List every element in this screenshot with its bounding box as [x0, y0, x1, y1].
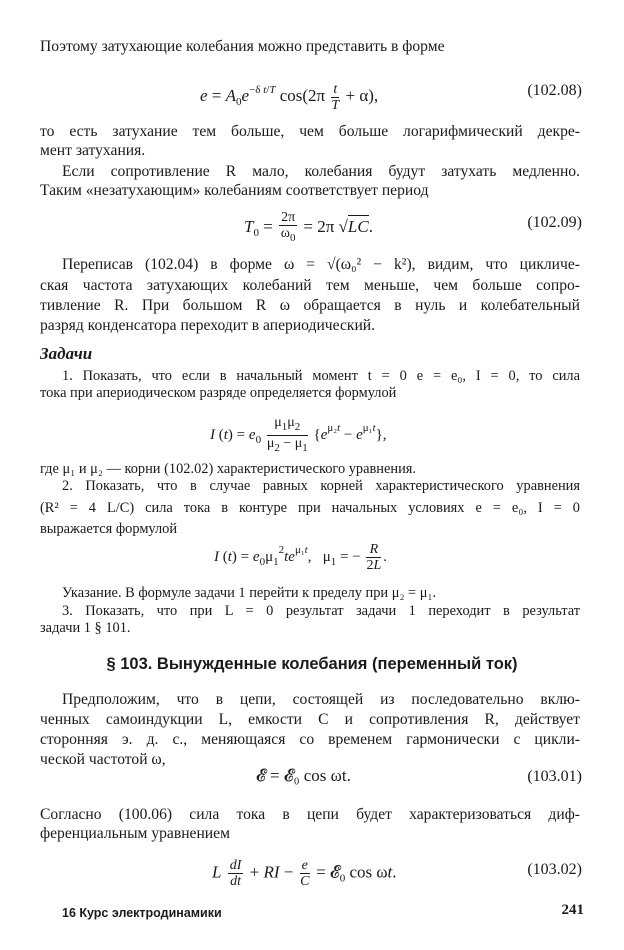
footer-signature: 16 Курс электродинамики — [62, 906, 222, 920]
paragraph: Поэтому затухающие колебания можно представить в форме — [40, 38, 445, 55]
equation-102-09: $T_0$ = $\frac{2\pi}{\omega_0}$ = 2π √LC. — [244, 210, 373, 244]
task-line: задачи 1 § 101. — [40, 620, 131, 636]
paragraph-line: то есть затухание тем больше, чем больше логарифмический декре- — [40, 123, 580, 140]
task-line: 3. Показать, что при L = 0 результат задачи 1 переходит в результат — [62, 603, 580, 619]
task-line: 1. Показать, что если в начальный момент t = 0 e = e₀, I = 0, то сила — [62, 368, 580, 384]
paragraph-line: Таким «незатухающим» колебаниям соответствует период — [40, 182, 429, 199]
equation-number: (103.01) — [527, 768, 582, 785]
equation-task1: I $(t) = e_0$ $\frac{\mu_1\mu_2}{\mu_2 - \mu_1}$ $\{e^{\mu_2t} - e^{\mu_1t}\}$, — [210, 415, 387, 454]
paragraph-line: Предположим, что в цепи, состоящей из последовательно вклю- — [62, 691, 580, 708]
paragraph-line: ференциальным уравнением — [40, 825, 230, 842]
paragraph-line: Переписав (102.04) в форме ω = √(ω₀² − k²), видим, что цикличе- — [62, 256, 580, 273]
paragraph-line: мент затухания. — [40, 142, 146, 159]
task-line: 2. Показать, что в случае равных корней характеристического уравнения — [62, 478, 580, 494]
task-line: где μ₁ и μ₂ — корни (102.02) характеристического уравнения. — [40, 461, 417, 477]
page-number: 241 — [561, 902, 584, 918]
paragraph-line: ченных самоиндукции L, емкости C и сопротивления R, действует — [40, 711, 580, 728]
task-line: выражается формулой — [40, 521, 178, 537]
paragraph-line: сторонняя э. д. с., меняющаяся со временем гармонически с цикли- — [40, 731, 580, 748]
equation-103-01: 𝓔 = 𝓔₀ cos ωt. — [256, 766, 351, 785]
equation-number: (102.09) — [527, 214, 582, 231]
paragraph-line: тивление R. При большом R ω обращается в нуль и колебательный — [40, 297, 580, 314]
equation-task2: I $(t) = e_0\mu_1^2te^{\mu_1t}$, $\mu_1$ = − $\frac{R}{2L}$ . — [214, 542, 387, 574]
task-line: (R² = 4 L/C) сила тока в контуре при начальных условиях e = e₀, I = 0 — [40, 500, 580, 516]
equation-number: (102.08) — [527, 82, 582, 99]
equation-102-08: $e = A_0e^{-\delta t/T}$ cos(2π $\frac{t}{T}$ + α), — [200, 81, 379, 113]
section-heading: § 103. Вынужденные колебания (переменный ток) — [106, 655, 518, 673]
paragraph-line: Согласно (100.06) сила тока в цепи будет характеризоваться диф- — [40, 806, 580, 823]
paragraph-line: Если сопротивление R мало, колебания будут затухать медленно. — [62, 163, 580, 180]
equation-number: (103.02) — [527, 861, 582, 878]
tasks-title: Задачи — [40, 344, 93, 363]
hint-line: Указание. В формуле задачи 1 перейти к пределу при μ₂ = μ₁. — [62, 585, 437, 601]
equation-103-02: L $\frac{dI}{dt}$ + RI − $\frac{e}{C}$ = 𝓔$_0$ cos ωt. — [212, 858, 397, 889]
paragraph-line: ческой частотой ω, — [40, 751, 166, 768]
task-line: тока при апериодическом разряде определяется формулой — [40, 385, 397, 401]
paragraph-line: разряд конденсатора переходит в апериодический. — [40, 317, 376, 334]
paragraph-line: ская частота затухающих колебаний тем меньше, чем больше сопро- — [40, 277, 580, 294]
